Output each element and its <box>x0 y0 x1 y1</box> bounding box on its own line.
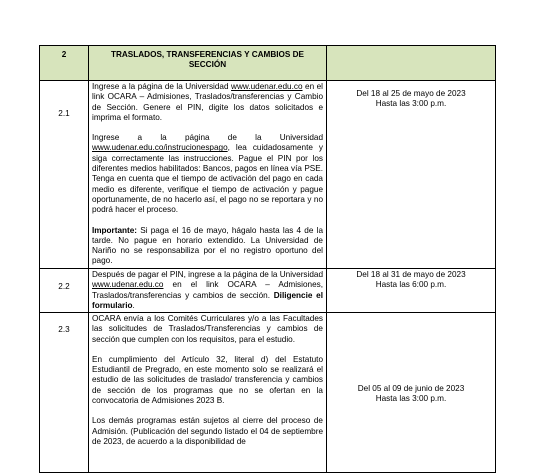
payment-instructions-link[interactable]: www.udenar.edu.co/instrucionespago <box>92 143 228 153</box>
row-number: 2.1 <box>40 81 89 269</box>
section-title: TRASLADOS, TRANSFERENCIAS Y CAMBIOS DE SECCIÓN <box>89 46 327 81</box>
header-empty-cell <box>327 46 496 81</box>
table-header-row <box>40 46 496 81</box>
description-paragraph: Ingrese a la página de la Universidad www.udenar.edu.co/instrucionespago, lea cuidadosamente y siga correctamente las instrucciones. Pague el PIN por los diferentes medios habilitados: Bancos, pagos en línea vía PSE. Tenga en cuenta que el tiempo de activación del pago en cada medio es diferente, verifique el tiempo de activación y pague oportunamente, de no hacerlo así, el pago no se reportara y no podrá hacer el proceso. <box>92 133 323 215</box>
date-range: Del 05 al 09 de junio de 2023 <box>357 384 465 393</box>
important-note: Importante: Si paga el 16 de mayo, hágalo hasta las 4 de la tarde. No pague en horario extendido. La Universidad de Nariño no se responsabiliza por el no registro oportuno del pago. <box>92 225 323 266</box>
description-paragraph: Después de pagar el PIN, ingrese a la página de la Universidad www.udenar.edu.co en el link OCARA – Admisiones, Traslados/transferencias y cambios de sección. Diligencie el formulario. <box>92 270 323 310</box>
row-date <box>327 81 496 269</box>
date-range: Del 18 al 31 de mayo de 2023 <box>356 270 466 279</box>
deadline-time: Hasta las 3:00 p.m. <box>375 394 447 404</box>
deadline-time: Hasta las 6:00 p.m. <box>375 280 447 290</box>
row-description <box>89 81 327 269</box>
row-date <box>327 313 496 473</box>
description-paragraph: OCARA envía a los Comités Curriculares y/o a las Facultades las solicitudes de Traslados/Transferencias y cambios de sección que cumplen con los requisitos, para el estudio. <box>92 314 323 344</box>
description-paragraph: Ingrese a la página de la Universidad www.udenar.edu.co en el link OCARA – Admisiones, Traslados/transferencias y Cambio de Sección. Genere el PIN, digite los datos solicitados e imprima el formato. <box>92 82 323 122</box>
schedule-table <box>39 45 496 473</box>
row-number: 2.3 <box>40 313 89 473</box>
university-link[interactable]: www.udenar.edu.co <box>231 82 303 91</box>
row-description <box>89 313 327 473</box>
deadline-time: Hasta las 3:00 p.m. <box>375 99 447 109</box>
row-number: 2.2 <box>40 269 89 313</box>
description-paragraph: Los demás programas están sujetos al cierre del proceso de Admisión. (Publicación del segundo listado el 04 de septiembre de 2023, de acuerdo a la disponibilidad de <box>92 416 323 446</box>
date-range: Del 18 al 25 de mayo de 2023 <box>356 89 466 98</box>
university-link[interactable]: www.udenar.edu.co <box>92 280 164 290</box>
row-date <box>327 269 496 313</box>
table-row <box>40 313 496 473</box>
row-description <box>89 269 327 313</box>
section-number: 2 <box>40 46 89 81</box>
table-row <box>40 269 496 313</box>
table-row <box>40 81 496 269</box>
description-paragraph: En cumplimiento del Artículo 32, literal d) del Estatuto Estudiantil de Pregrado, en este momento solo se realizará el estudio de las solicitudes de traslado/ transferencia y cambios de sección de los programas que no se ofertan en la convocatoria de Admisiones 2023 B. <box>92 354 323 406</box>
